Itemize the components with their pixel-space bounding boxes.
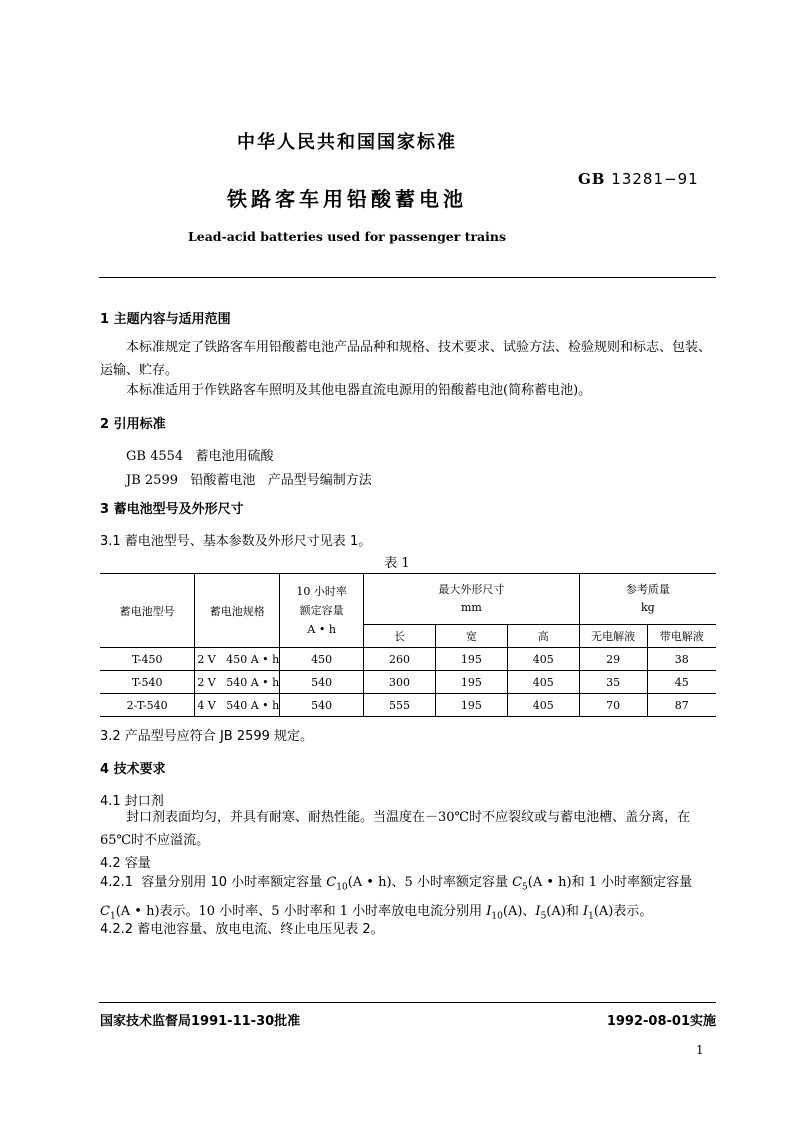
clause-4-2-1-part-7: (A)表示。 bbox=[593, 903, 653, 919]
section-3-2-text: 3.2 产品型号应符合 JB 2599 规定。 bbox=[100, 729, 314, 744]
table-header-capacity bbox=[280, 574, 364, 648]
section-3-heading: 3 蓄电池型号及外形尺寸 bbox=[100, 502, 244, 517]
cell-width: 195 bbox=[435, 648, 507, 671]
cell-model: 2-T-540 bbox=[100, 694, 195, 717]
reference-gb4554: GB 4554 蓄电池用硫酸 bbox=[126, 449, 274, 464]
capacity-unit: A • h bbox=[307, 623, 336, 636]
cell-height: 405 bbox=[507, 694, 579, 717]
clause-4-2-1-part-2: (A • h)、5 小时率额定容量 bbox=[347, 875, 513, 890]
table-subheader-height: 高 bbox=[507, 625, 579, 648]
table-header-row-1 bbox=[100, 574, 716, 625]
dimensions-label: 最大外形尺寸 bbox=[438, 583, 505, 596]
cell-capacity: 540 bbox=[280, 671, 364, 694]
subscript-1: 1 bbox=[588, 911, 594, 922]
table-row bbox=[100, 671, 716, 694]
cell-spec: 4 V 540 A • h bbox=[195, 694, 280, 717]
mass-unit: kg bbox=[641, 601, 655, 614]
symbol-i: I bbox=[486, 903, 492, 919]
cell-spec: 2 V 450 A • h bbox=[195, 648, 280, 671]
symbol-i: I bbox=[535, 903, 541, 919]
symbol-c: C bbox=[512, 875, 523, 890]
cell-wet-mass: 87 bbox=[647, 694, 716, 717]
section-4-1-heading: 4.1 封口剂 bbox=[100, 794, 164, 809]
subscript-1: 1 bbox=[109, 911, 116, 922]
cell-model: T-540 bbox=[100, 671, 195, 694]
cell-length: 260 bbox=[364, 648, 436, 671]
cell-height: 405 bbox=[507, 671, 579, 694]
header-divider bbox=[99, 277, 716, 278]
table-row bbox=[100, 694, 716, 717]
approval-line: 国家技术监督局1991-11-30批准 bbox=[100, 1014, 301, 1029]
table-1-caption: 表 1 bbox=[384, 556, 410, 571]
section-1-paragraph-1: 本标准规定了铁路客车用铅酸蓄电池产品品种和规格、技术要求、试验方法、检验规则和标志、包装、运输、贮存。 bbox=[100, 340, 712, 378]
section-4-2-heading: 4.2 容量 bbox=[100, 856, 151, 871]
footer-divider bbox=[99, 1002, 716, 1003]
table-subheader-length: 长 bbox=[364, 625, 436, 648]
cell-dry-mass: 70 bbox=[579, 694, 647, 717]
section-4-2-2-text: 4.2.2 蓄电池容量、放电电流、终止电压见表 2。 bbox=[100, 922, 384, 937]
clause-4-2-1-part-3: (A • h)和 1 小时率额定容量 bbox=[527, 875, 693, 890]
subscript-10: 10 bbox=[491, 911, 503, 922]
cell-length: 555 bbox=[364, 694, 436, 717]
table-header-mass bbox=[579, 574, 716, 625]
gb-prefix: GB bbox=[578, 170, 606, 188]
cell-width: 195 bbox=[435, 694, 507, 717]
page-number: 1 bbox=[696, 1043, 704, 1057]
cell-model: T-450 bbox=[100, 648, 195, 671]
clause-4-2-1-part-5: (A)、 bbox=[502, 903, 536, 919]
cell-width: 195 bbox=[435, 671, 507, 694]
mass-label: 参考质量 bbox=[625, 583, 670, 596]
cell-wet-mass: 38 bbox=[647, 648, 716, 671]
clause-4-2-1-part-6: (A)和 bbox=[546, 903, 583, 919]
capacity-label-line-1: 10 小时率 bbox=[296, 585, 347, 598]
cell-spec: 2 V 540 A • h bbox=[195, 671, 280, 694]
national-standard-heading: 中华人民共和国国家标准 bbox=[237, 132, 457, 153]
effective-date: 1992-08-01实施 bbox=[606, 1014, 716, 1029]
table-header-spec: 蓄电池规格 bbox=[195, 574, 280, 648]
symbol-i: I bbox=[582, 903, 589, 919]
capacity-label-line-2: 额定容量 bbox=[299, 604, 344, 617]
dimensions-unit: mm bbox=[460, 601, 482, 614]
symbol-c: C bbox=[326, 875, 337, 890]
table-row bbox=[100, 648, 716, 671]
section-1-heading: 1 主题内容与适用范围 bbox=[100, 312, 231, 327]
section-2-heading: 2 引用标准 bbox=[100, 417, 166, 432]
gb-number: 13281−91 bbox=[611, 170, 699, 188]
section-3-1-text: 3.1 蓄电池型号、基本参数及外形尺寸见表 1。 bbox=[100, 534, 372, 549]
symbol-c: C bbox=[100, 903, 110, 919]
section-4-1-text: 封口剂表面均匀，并具有耐寒、耐热性能。当温度在－30℃时不应裂纹或与蓄电池槽、盖分离，在65℃时不应溢流。 bbox=[100, 810, 691, 848]
cell-capacity: 540 bbox=[280, 694, 364, 717]
table-subheader-dry-mass: 无电解液 bbox=[579, 625, 647, 648]
clause-4-2-1-part-4: (A • h)表示。10 小时率、5 小时率和 1 小时率放电电流分别用 bbox=[115, 903, 487, 919]
cell-height: 405 bbox=[507, 648, 579, 671]
section-1-paragraph-2: 本标准适用于作铁路客车照明及其他电器直流电源用的铅酸蓄电池(简称蓄电池)。 bbox=[126, 383, 592, 398]
subscript-5: 5 bbox=[540, 911, 547, 922]
table-header-model: 蓄电池型号 bbox=[100, 574, 195, 648]
subscript-5: 5 bbox=[522, 882, 528, 893]
cell-dry-mass: 35 bbox=[579, 671, 647, 694]
section-4-heading: 4 技术要求 bbox=[100, 762, 166, 777]
cell-capacity: 450 bbox=[280, 648, 364, 671]
reference-jb2599: JB 2599 铅酸蓄电池 产品型号编制方法 bbox=[126, 473, 372, 488]
document-title-english: Lead-acid batteries used for passenger trains bbox=[187, 229, 507, 244]
table-header-dimensions bbox=[364, 574, 580, 625]
cell-dry-mass: 29 bbox=[579, 648, 647, 671]
cell-length: 300 bbox=[364, 671, 436, 694]
table-1 bbox=[100, 573, 716, 717]
clause-4-2-1-part-1: 4.2.1 容量分别用 10 小时率额定容量 bbox=[100, 875, 327, 890]
cell-wet-mass: 45 bbox=[647, 671, 716, 694]
subscript-10: 10 bbox=[336, 882, 348, 893]
table-subheader-wet-mass: 带电解液 bbox=[647, 625, 716, 648]
document-title: 铁路客车用铅酸蓄电池 bbox=[227, 187, 467, 211]
table-subheader-width: 宽 bbox=[435, 625, 507, 648]
